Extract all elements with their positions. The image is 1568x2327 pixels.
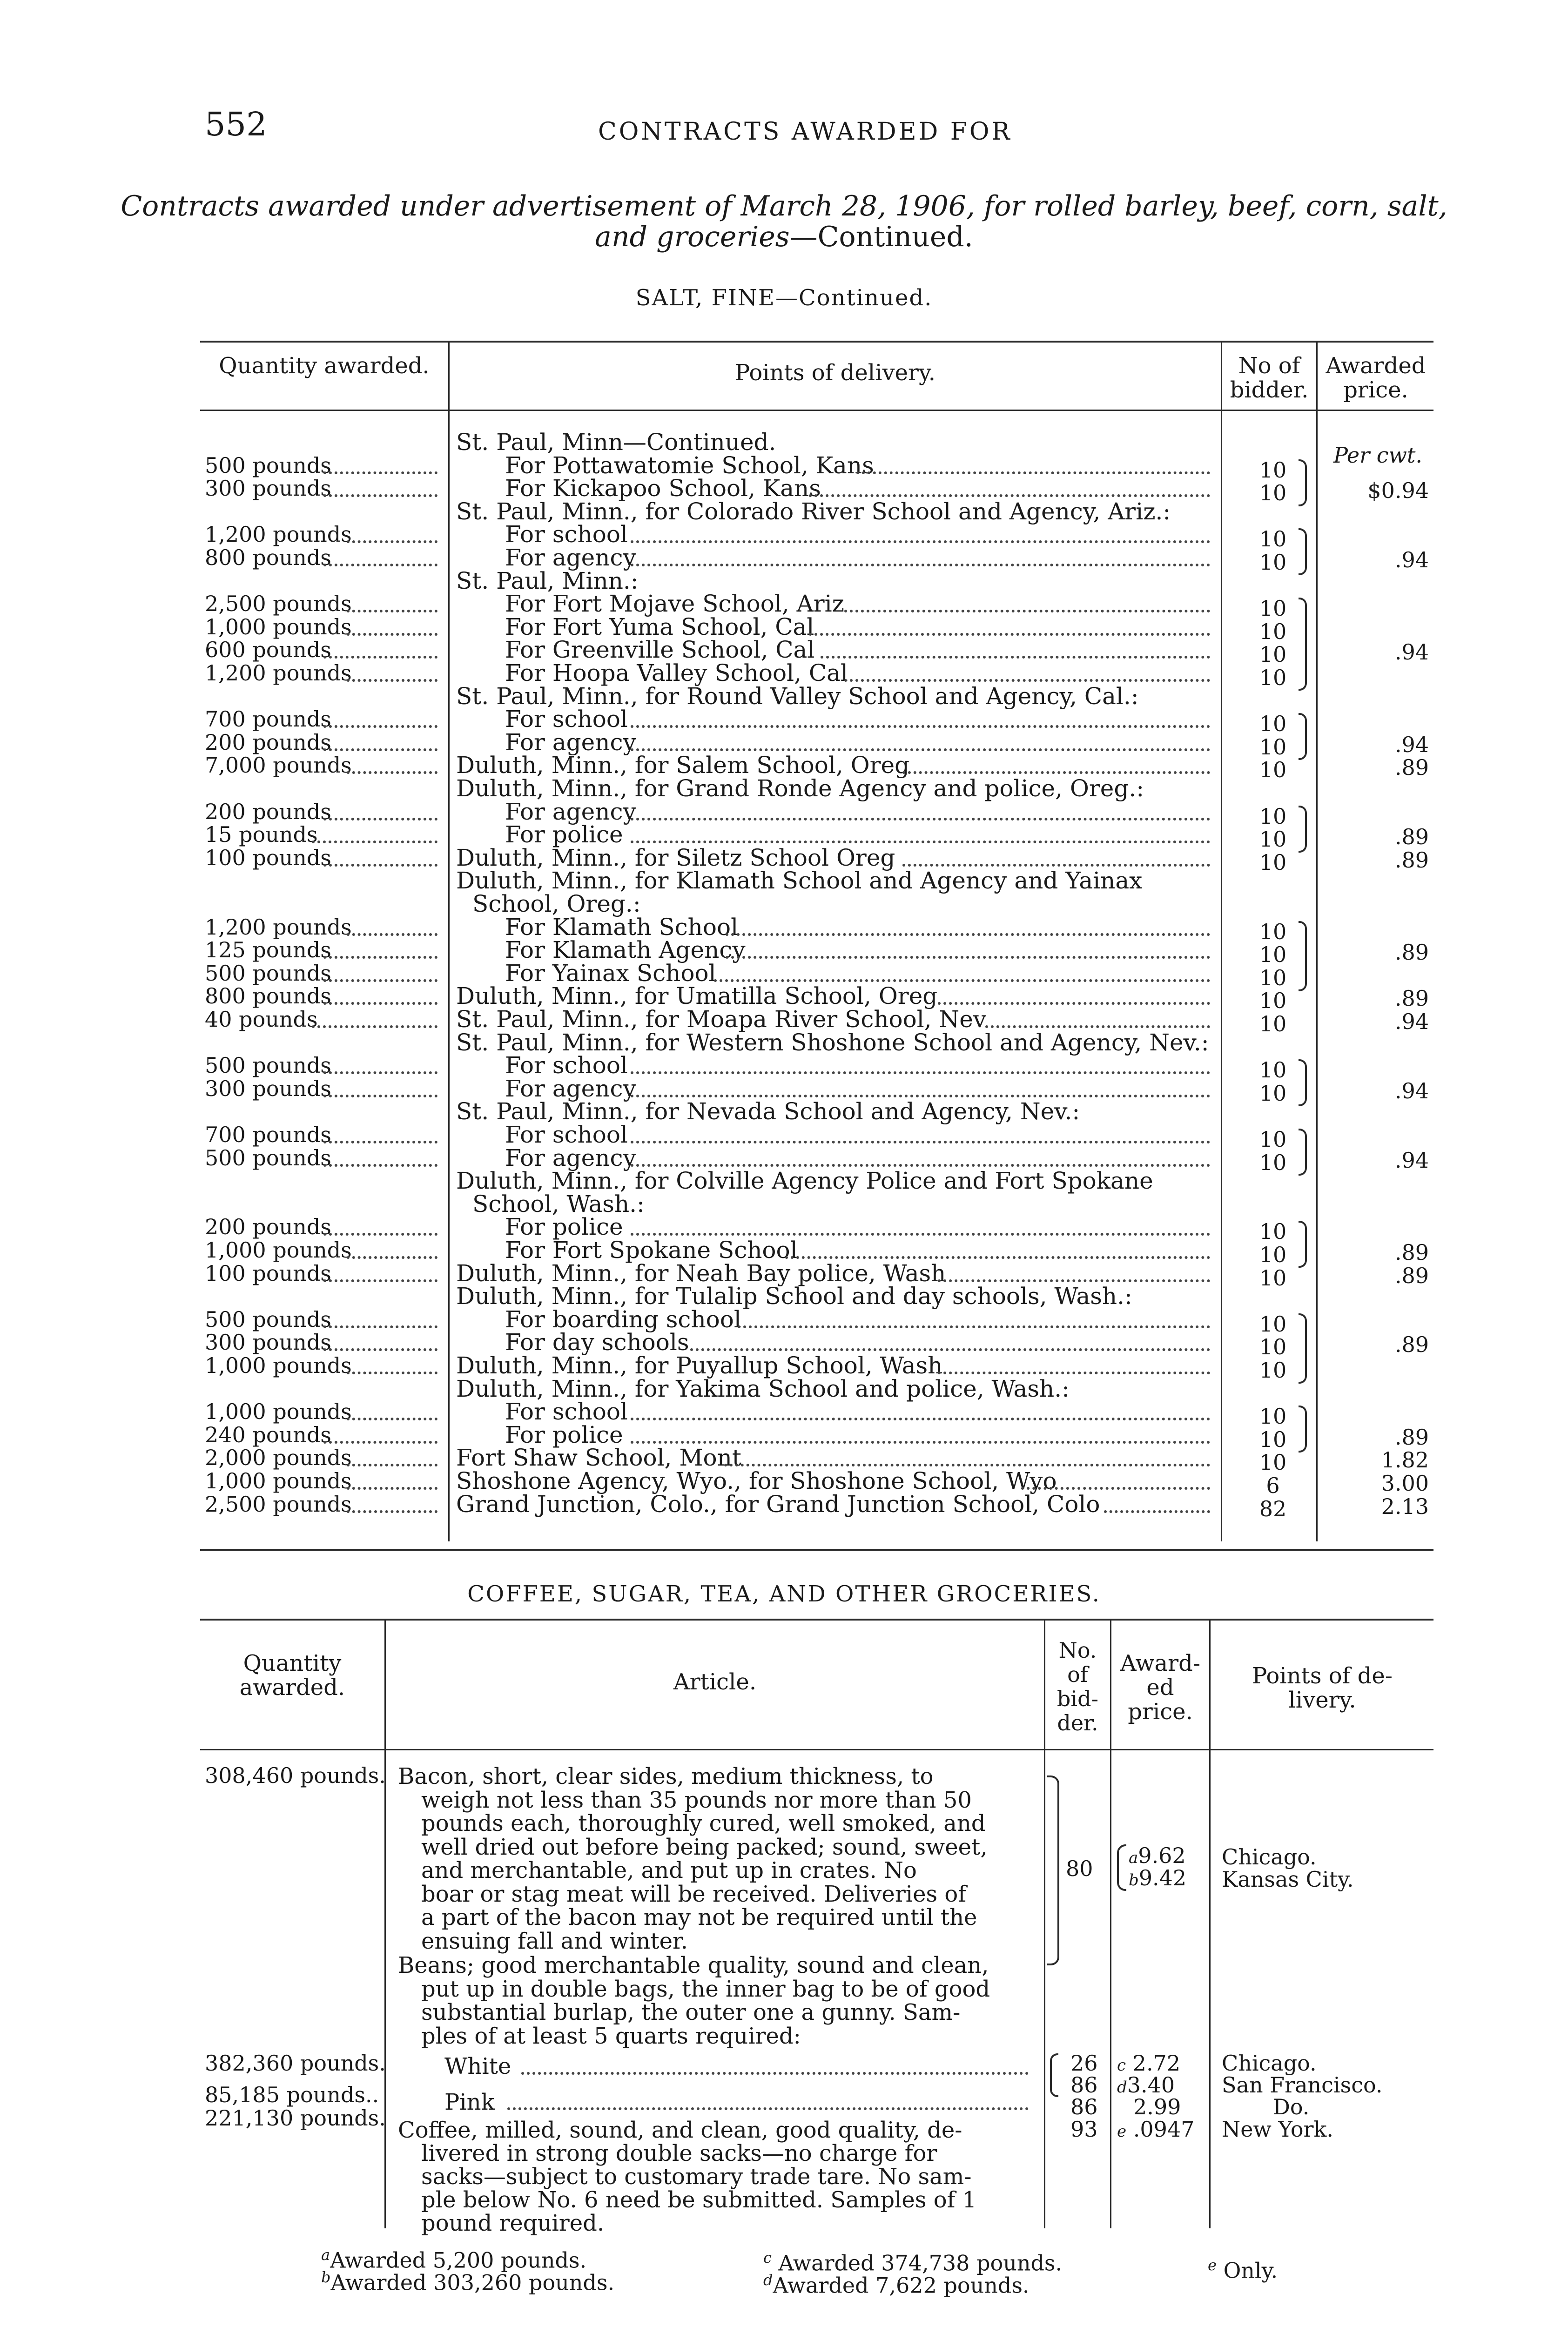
salt-bidders: 10 (1259, 1242, 1287, 1267)
salt-group-brace (1299, 806, 1307, 853)
salt-point-leader (631, 1233, 1210, 1236)
beans-white-bidders-1: 26 (1070, 2051, 1098, 2076)
salt-group-brace (1299, 921, 1307, 991)
salt-point-leader (785, 1256, 1211, 1259)
beans-white-bidders-2: 86 (1070, 2072, 1098, 2098)
salt-delivery-point: For Fort Mojave School, Ariz (505, 590, 844, 617)
salt-point-leader (631, 841, 1210, 843)
description-line: ensuing fall and winter. (421, 1928, 688, 1954)
description-line: Bacon, short, clear sides, medium thickness, to (398, 1763, 934, 1789)
salt-quantity: 7,000 pounds (205, 753, 352, 778)
salt-quantity-leader (312, 1025, 437, 1028)
salt-delivery-point: For Fort Yuma School, Cal (505, 613, 814, 640)
salt-bidders: 10 (1259, 734, 1287, 760)
document-caption (0, 191, 1568, 252)
salt-header-bidder: No of bidder. (1230, 353, 1309, 403)
salt-point-leader (631, 1418, 1210, 1420)
salt-point-leader (726, 956, 1210, 959)
description-line: well dried out before being packed; sound, sweet, (421, 1834, 988, 1860)
salt-delivery-point: For Yainax School (505, 960, 716, 987)
salt-bidders: 10 (1259, 827, 1287, 852)
salt-delivery-point: For Greenville School, Cal (505, 636, 815, 663)
salt-awarded-price: .94 (1394, 639, 1429, 665)
footnote-c: $^c$ Awarded 374,738 pounds. (763, 2249, 1063, 2276)
salt-group-brace (1299, 598, 1307, 691)
salt-awarded-price: .89 (1394, 1263, 1429, 1288)
groc-header-bidder: No. of bid- der. (1057, 1638, 1099, 1735)
salt-quantity-leader (323, 494, 437, 497)
salt-delivery-point: Duluth, Minn., for Neah Bay police, Wash (456, 1260, 946, 1287)
salt-delivery-point: Duluth, Minn., for Klamath School and Agency and Yainax (456, 867, 1143, 894)
salt-quantity-leader (347, 1510, 437, 1513)
salt-bidders: 10 (1259, 919, 1287, 944)
salt-bidders: 10 (1259, 1219, 1287, 1244)
salt-bidders: 10 (1259, 850, 1287, 875)
salt-awarded-price: .89 (1394, 1240, 1429, 1265)
salt-point-leader (809, 633, 1211, 636)
salt-quantity: 125 pounds (205, 937, 331, 962)
groc-header-points: Points of de- livery. (1252, 1663, 1393, 1713)
description-line: pounds each, thoroughly cured, well smoked, and (421, 1810, 986, 1836)
salt-delivery-point: St. Paul, Minn—Continued. (456, 429, 776, 456)
salt-bidders: 6 (1266, 1473, 1280, 1498)
salt-point-leader (985, 1025, 1210, 1028)
salt-point-leader (902, 771, 1211, 774)
salt-quantity: 200 pounds (205, 1214, 331, 1239)
salt-delivery-point: St. Paul, Minn., for Colorado River School and Agency, Ariz.: (456, 498, 1171, 525)
beans-white-price-d: d3.40 (1117, 2072, 1175, 2098)
salt-quantity: 300 pounds (205, 476, 331, 501)
salt-point-leader (631, 1095, 1210, 1097)
salt-awarded-price: .89 (1394, 847, 1429, 873)
salt-point-leader (631, 1071, 1210, 1074)
salt-quantity-leader (347, 1418, 437, 1420)
salt-quantity: 500 pounds (205, 1053, 331, 1078)
beans-pink-label: Pink (444, 2089, 495, 2115)
salt-bidders: 10 (1259, 1150, 1287, 1175)
salt-awarded-price: .89 (1394, 986, 1429, 1011)
salt-quantity-leader (323, 748, 437, 751)
salt-delivery-point: St. Paul, Minn., for Round Valley School and Agency, Cal.: (456, 683, 1139, 710)
caption-line-2: and groceries—Continued. (595, 221, 973, 253)
salt-quantity: 100 pounds (205, 845, 331, 870)
salt-group-brace (1299, 1221, 1307, 1268)
salt-quantity-leader (347, 771, 437, 774)
salt-awarded-price: .94 (1394, 732, 1429, 757)
beans-white-brace (1050, 2053, 1058, 2097)
salt-group-brace (1299, 1406, 1307, 1453)
salt-group-brace (1299, 1313, 1307, 1384)
beans-white-point-2: San Francisco. (1222, 2072, 1383, 2098)
footnote-a: $^a$Awarded 5,200 pounds. (321, 2246, 587, 2273)
salt-bidders: 10 (1259, 1081, 1287, 1106)
footnote-d: $^d$Awarded 7,622 pounds. (763, 2271, 1030, 2298)
description-line: ples of at least 5 quarts required: (421, 2023, 801, 2049)
salt-awarded-price: 3.00 (1381, 1471, 1429, 1496)
salt-delivery-point: For agency (505, 1144, 636, 1171)
salt-quantity-leader (347, 1464, 437, 1466)
salt-delivery-point: St. Paul, Minn., for Western Shoshone School and Agency, Nev.: (456, 1029, 1209, 1056)
salt-awarded-price: .89 (1394, 824, 1429, 849)
salt-delivery-point: For agency (505, 798, 636, 825)
beans-pink-point: Do. (1273, 2094, 1310, 2119)
salt-bidders: 10 (1259, 1265, 1287, 1291)
salt-quantity-leader (347, 933, 437, 936)
beans-white-label: White (444, 2053, 511, 2079)
description-line: boar or stag meat will be received. Deliveries of (421, 1881, 967, 1907)
salt-bidders: 82 (1259, 1496, 1287, 1521)
description-line: and merchantable, and put up in crates. No (421, 1857, 917, 1883)
groc-header-article: Article. (673, 1669, 757, 1695)
salt-delivery-point: For Hoopa Valley School, Cal (505, 659, 848, 686)
salt-quantity: 700 pounds (205, 1122, 331, 1147)
salt-bidders: 10 (1259, 1334, 1287, 1359)
salt-group-brace (1299, 1129, 1307, 1176)
salt-quantity: 1,200 pounds (205, 660, 352, 686)
bacon-price-brace (1117, 1844, 1126, 1891)
salt-quantity: 1,200 pounds (205, 915, 352, 940)
salt-quantity: 800 pounds (205, 545, 331, 570)
salt-section-title: SALT, FINE—Continued. (635, 285, 933, 311)
salt-delivery-point: Duluth, Minn., for Salem School, Oreg (456, 752, 910, 779)
salt-delivery-point: Duluth, Minn., for Yakima School and police, Wash.: (456, 1375, 1070, 1402)
salt-delivery-point: Duluth, Minn., for Umatilla School, Oreg (456, 982, 938, 1009)
salt-bidders: 10 (1259, 1311, 1287, 1337)
salt-delivery-point: For Kickapoo School, Kans (505, 475, 821, 502)
salt-bidders: 10 (1259, 665, 1287, 690)
salt-bidders: 10 (1259, 550, 1287, 575)
salt-quantity-leader (323, 1071, 437, 1074)
salt-quantity-leader (323, 818, 437, 821)
salt-delivery-point: Duluth, Minn., for Siletz School Oreg (456, 844, 895, 871)
description-line: livered in strong double sacks—no charge for (421, 2140, 937, 2166)
bacon-point-2: Kansas City. (1222, 1867, 1354, 1892)
salt-delivery-point: For school (505, 521, 628, 548)
salt-point-leader (938, 1279, 1210, 1282)
beans-white-quantity: 382,360 pounds. (205, 2051, 386, 2076)
salt-point-leader (631, 1441, 1210, 1444)
salt-point-leader (631, 748, 1210, 751)
salt-delivery-point: Duluth, Minn., for Colville Agency Police and Fort Spokane (456, 1167, 1153, 1194)
salt-point-leader (809, 494, 1211, 497)
salt-point-leader (631, 540, 1210, 543)
salt-delivery-point: St. Paul, Minn.: (456, 567, 639, 594)
salt-bidders: 10 (1259, 1057, 1287, 1083)
salt-bidders: 10 (1259, 619, 1287, 644)
bacon-quantity: 308,460 pounds. (205, 1763, 386, 1788)
salt-delivery-point: Duluth, Minn., for Tulalip School and day schools, Wash.: (456, 1283, 1132, 1310)
salt-delivery-point: For Fort Spokane School (505, 1237, 798, 1264)
salt-awarded-price: 1.82 (1381, 1447, 1429, 1473)
groc-header-quantity: Quantity awarded. (239, 1650, 345, 1701)
salt-delivery-point: School, Wash.: (472, 1190, 645, 1217)
salt-delivery-point: For school (505, 706, 628, 733)
salt-bidders: 10 (1259, 457, 1287, 483)
salt-delivery-point: For school (505, 1121, 628, 1148)
salt-bidders: 10 (1259, 942, 1287, 967)
description-line: ple below No. 6 need be submitted. Samples of 1 (421, 2187, 977, 2213)
salt-quantity: 500 pounds (205, 961, 331, 986)
salt-awarded-price: 2.13 (1381, 1494, 1429, 1519)
salt-bidders: 10 (1259, 642, 1287, 667)
beans-white-point-1: Chicago. (1222, 2051, 1317, 2076)
salt-point-leader (844, 610, 1210, 612)
footnote-b: $^b$Awarded 303,260 pounds. (321, 2268, 615, 2295)
salt-quantity-leader (323, 1441, 437, 1444)
salt-point-leader (1104, 1510, 1210, 1513)
beans-pink-leader (507, 2107, 1029, 2110)
salt-point-leader (821, 656, 1210, 659)
running-head: CONTRACTS AWARDED FOR (598, 118, 1012, 146)
salt-delivery-point: For agency (505, 544, 636, 571)
salt-quantity-leader (323, 725, 437, 728)
salt-quantity: 700 pounds (205, 706, 331, 732)
salt-awarded-price: .89 (1394, 1332, 1429, 1357)
salt-quantity: 1,200 pounds (205, 522, 352, 547)
bacon-price-a: a9.62 (1129, 1843, 1186, 1868)
salt-quantity: 1,000 pounds (205, 614, 352, 639)
salt-quantity-leader (323, 1325, 437, 1328)
salt-quantity: 1,000 pounds (205, 1399, 352, 1424)
salt-group-brace (1299, 459, 1307, 506)
salt-awarded-price: .89 (1394, 940, 1429, 965)
salt-quantity-leader (323, 564, 437, 566)
beans-pink-bidders: 86 (1070, 2094, 1098, 2119)
salt-quantity: 1,000 pounds (205, 1237, 352, 1263)
salt-delivery-point: For agency (505, 729, 636, 756)
salt-point-leader (631, 725, 1210, 728)
salt-delivery-point: For police (505, 821, 623, 848)
description-line: pound required. (421, 2210, 605, 2236)
salt-point-leader (631, 818, 1210, 821)
salt-quantity-leader (323, 1348, 437, 1351)
salt-group-brace (1299, 528, 1307, 575)
description-line: Coffee, milled, sound, and clean, good quality, de- (398, 2117, 962, 2143)
salt-delivery-point: Duluth, Minn., for Grand Ronde Agency and police, Oreg.: (456, 775, 1144, 802)
salt-point-leader (844, 679, 1210, 682)
groceries-section-title: COFFEE, SUGAR, TEA, AND OTHER GROCERIES. (467, 1581, 1101, 1607)
salt-quantity: 1,000 pounds (205, 1468, 352, 1493)
salt-quantity: 2,000 pounds (205, 1445, 352, 1470)
salt-quantity: 2,500 pounds (205, 591, 352, 616)
salt-bidders: 10 (1259, 596, 1287, 621)
salt-point-leader (726, 933, 1210, 936)
salt-quantity: 240 pounds (205, 1422, 331, 1447)
salt-quantity-leader (323, 1164, 437, 1167)
salt-delivery-point: School, Oreg.: (472, 890, 641, 917)
salt-bidders: 10 (1259, 1011, 1287, 1036)
salt-header-price: Awarded price. (1326, 353, 1426, 403)
salt-delivery-point: For police (505, 1421, 623, 1448)
beans-pink-quantity: 85,185 pounds.. (205, 2082, 379, 2107)
salt-point-leader (631, 1164, 1210, 1167)
salt-quantity: 200 pounds (205, 730, 331, 755)
salt-delivery-point: For Pottawatomie School, Kans (505, 452, 874, 479)
salt-quantity-leader (347, 610, 437, 612)
coffee-point: New York. (1222, 2117, 1334, 2142)
description-line: a part of the bacon may not be required until the (421, 1904, 977, 1930)
salt-point-leader (938, 1002, 1210, 1005)
salt-quantity-leader (347, 633, 437, 636)
bacon-point-1: Chicago. (1222, 1844, 1317, 1870)
salt-bidders: 10 (1259, 988, 1287, 1013)
salt-quantity: 800 pounds (205, 983, 331, 1009)
caption-line-1: Contracts awarded under advertisement of March 28, 1906, for rolled barley, beef, corn, salt, (121, 190, 1447, 222)
salt-delivery-point: For boarding school (505, 1306, 741, 1333)
salt-awarded-price: .94 (1394, 1078, 1429, 1103)
coffee-bidders: 93 (1070, 2117, 1098, 2142)
salt-delivery-point: St. Paul, Minn., for Moapa River School, Nev (456, 1006, 987, 1033)
salt-point-leader (856, 471, 1211, 474)
salt-quantity: 1,000 pounds (205, 1353, 352, 1378)
salt-delivery-point: For Klamath School (505, 914, 739, 941)
salt-quantity: 100 pounds (205, 1261, 331, 1286)
salt-delivery-point: For school (505, 1052, 628, 1079)
salt-header-quantity: Quantity awarded. (219, 353, 430, 379)
salt-point-leader (1021, 1487, 1211, 1490)
salt-bidders: 10 (1259, 480, 1287, 505)
salt-awarded-price: .94 (1394, 1148, 1429, 1173)
salt-delivery-point: Grand Junction, Colo., for Grand Junction School, Colo (456, 1491, 1100, 1518)
salt-delivery-point: For police (505, 1213, 623, 1240)
bacon-bidders: 80 (1066, 1856, 1093, 1881)
salt-quantity-leader (323, 979, 437, 982)
salt-point-leader (714, 979, 1211, 982)
salt-quantity-leader (323, 1279, 437, 1282)
salt-quantity: 300 pounds (205, 1076, 331, 1101)
salt-awarded-price: .94 (1394, 1009, 1429, 1034)
salt-quantity-leader (347, 1372, 437, 1374)
groc-header-price: Award- ed price. (1120, 1650, 1201, 1725)
salt-delivery-point: St. Paul, Minn., for Nevada School and Agency, Nev.: (456, 1098, 1080, 1125)
salt-quantity-leader (323, 864, 437, 867)
salt-point-leader (690, 1348, 1211, 1351)
salt-delivery-point: Duluth, Minn., for Puyallup School, Wash (456, 1352, 943, 1379)
salt-delivery-point: For Klamath Agency (505, 936, 746, 963)
salt-bidders: 10 (1259, 1450, 1287, 1475)
bacon-price-b: b9.42 (1129, 1865, 1187, 1890)
salt-bidders: 10 (1259, 526, 1287, 551)
page-number: 552 (205, 105, 267, 143)
salt-delivery-point: For day schools (505, 1329, 689, 1356)
salt-bidders: 10 (1259, 965, 1287, 990)
beans-white-price-c: c 2.72 (1117, 2051, 1181, 2076)
description-line: substantial burlap, the outer one a gunny. Sam- (421, 1999, 961, 2025)
salt-point-leader (631, 564, 1210, 566)
salt-awarded-price: .94 (1394, 547, 1429, 572)
salt-quantity: 600 pounds (205, 637, 331, 662)
beans-pink-price: 2.99 (1133, 2094, 1181, 2119)
salt-quantity-leader (323, 1233, 437, 1236)
salt-bidders: 10 (1259, 757, 1287, 782)
salt-point-leader (631, 1141, 1210, 1143)
footnote-e: $^e$ Only. (1208, 2256, 1278, 2283)
salt-bidders: 10 (1259, 1358, 1287, 1383)
bacon-bracket (1047, 1776, 1059, 1965)
salt-quantity-leader (323, 1095, 437, 1097)
salt-delivery-point: Fort Shaw School, Mont (456, 1444, 741, 1471)
description-line: weigh not less than 35 pounds nor more than 50 (421, 1787, 972, 1813)
salt-awarded-price: $0.94 (1367, 478, 1429, 503)
salt-header-points: Points of delivery. (735, 360, 935, 386)
salt-quantity-leader (347, 540, 437, 543)
salt-delivery-point: Shoshone Agency, Wyo., for Shoshone School, Wyo (456, 1467, 1057, 1494)
salt-bidders: 10 (1259, 1127, 1287, 1152)
description-line: Beans; good merchantable quality, sound and clean, (398, 1952, 989, 1978)
salt-bidders: 10 (1259, 711, 1287, 736)
salt-group-brace (1299, 1059, 1307, 1106)
salt-quantity: 2,500 pounds (205, 1492, 352, 1517)
description-line: sacks—subject to customary trade tare. No sam- (421, 2164, 972, 2190)
per-cwt-label: Per cwt. (1333, 443, 1422, 468)
salt-quantity-leader (347, 679, 437, 682)
salt-quantity: 200 pounds (205, 799, 331, 824)
salt-bidders: 10 (1259, 1404, 1287, 1429)
salt-quantity: 40 pounds (205, 1007, 318, 1032)
beans-white-leader (521, 2072, 1029, 2075)
salt-quantity-leader (347, 1487, 437, 1490)
salt-quantity: 500 pounds (205, 453, 331, 478)
salt-delivery-point: For agency (505, 1075, 636, 1102)
salt-group-brace (1299, 713, 1307, 760)
salt-quantity-leader (323, 1002, 437, 1005)
coffee-quantity: 221,130 pounds. (205, 2105, 386, 2131)
salt-quantity: 300 pounds (205, 1330, 331, 1355)
salt-bidders: 10 (1259, 804, 1287, 829)
salt-awarded-price: .89 (1394, 1425, 1429, 1450)
salt-point-leader (938, 1372, 1210, 1374)
coffee-price: e .0947 (1117, 2117, 1195, 2142)
salt-quantity-leader (312, 841, 437, 843)
salt-quantity-leader (323, 1141, 437, 1143)
salt-delivery-point: For school (505, 1398, 628, 1425)
description-line: put up in double bags, the inner bag to be of good (421, 1976, 990, 2002)
salt-quantity-leader (323, 956, 437, 959)
salt-quantity-leader (347, 1256, 437, 1259)
salt-bidders: 10 (1259, 1427, 1287, 1452)
salt-point-leader (902, 864, 1211, 867)
salt-quantity-leader (323, 656, 437, 659)
salt-awarded-price: .89 (1394, 755, 1429, 780)
salt-quantity: 500 pounds (205, 1307, 331, 1332)
salt-quantity: 500 pounds (205, 1145, 331, 1170)
salt-point-leader (724, 1464, 1210, 1466)
salt-quantity-leader (323, 471, 437, 474)
salt-point-leader (738, 1325, 1211, 1328)
salt-quantity: 15 pounds (205, 822, 318, 847)
